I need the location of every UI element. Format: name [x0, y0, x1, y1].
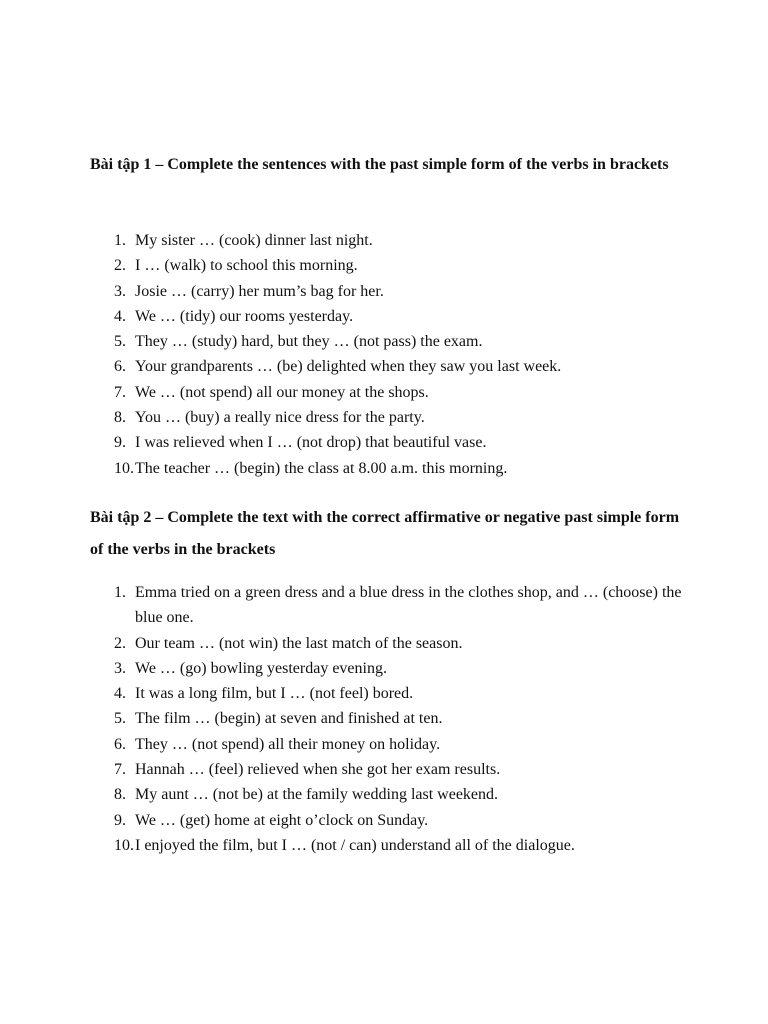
item-number: 4. — [114, 685, 126, 703]
item-text: They … (study) hard, but they … (not pass) the exam. — [135, 333, 483, 351]
item-number: 9. — [114, 434, 126, 452]
item-number: 7. — [114, 383, 126, 401]
list-item — [90, 808, 690, 833]
item-number: 5. — [114, 333, 126, 351]
list-item — [90, 329, 690, 354]
item-text: My sister … (cook) dinner last night. — [135, 232, 373, 249]
list-item — [90, 732, 690, 757]
item-number: 7. — [114, 761, 126, 779]
list-item — [90, 456, 690, 481]
exercise-1-heading: Bài tập 1 – Complete the sentences with the past simple form of the verbs in brackets — [90, 156, 669, 173]
item-number: 8. — [114, 786, 126, 804]
item-text: We … (not spend) all our money at the shops. — [135, 383, 429, 401]
list-item — [90, 782, 690, 807]
item-number: 3. — [114, 282, 126, 300]
item-number: 9. — [114, 811, 126, 829]
item-text: The teacher … (begin) the class at 8.00 a.m. this morning. — [135, 459, 508, 477]
item-text: Josie … (carry) her mum’s bag for her. — [135, 282, 384, 300]
list-item — [90, 757, 690, 782]
item-number: 5. — [114, 710, 126, 728]
item-text: Hannah … (feel) relieved when she got her exam results. — [135, 761, 501, 779]
list-item — [90, 430, 690, 455]
item-number: 6. — [114, 735, 126, 753]
item-number: 1. — [114, 584, 126, 601]
list-item — [90, 656, 690, 681]
list-item — [90, 354, 690, 379]
list-item — [90, 253, 690, 278]
exercise-2-heading: Bài tập 2 – Complete the text with the correct affirmative or negative past simple form of the verbs in the brackets — [90, 509, 680, 558]
item-text: We … (go) bowling yesterday evening. — [135, 659, 387, 677]
item-text: We … (tidy) our rooms yesterday. — [135, 307, 354, 325]
exercise-1-list — [90, 228, 690, 481]
list-item — [90, 380, 690, 405]
list-item — [90, 681, 690, 706]
item-text: The film … (begin) at seven and finished at ten. — [135, 710, 443, 728]
item-number: 10. — [114, 836, 134, 854]
item-text: It was a long film, but I … (not feel) bored. — [135, 685, 414, 703]
item-number: 1. — [114, 232, 126, 249]
item-number: 2. — [114, 634, 126, 652]
item-text: I … (walk) to school this morning. — [135, 257, 358, 275]
item-text: You … (buy) a really nice dress for the party. — [135, 409, 425, 427]
item-text: They … (not spend) all their money on holiday. — [135, 735, 441, 753]
list-item — [90, 304, 690, 329]
item-text: We … (get) home at eight o’clock on Sunday. — [135, 811, 429, 829]
list-item — [90, 580, 690, 631]
list-item — [90, 631, 690, 656]
item-number: 4. — [114, 307, 126, 325]
list-item — [90, 405, 690, 430]
exercise-2-list — [90, 580, 690, 858]
list-item — [90, 279, 690, 304]
item-text: Your grandparents … (be) delighted when they saw you last week. — [135, 358, 562, 376]
item-number: 2. — [114, 257, 126, 275]
item-number: 3. — [114, 659, 126, 677]
item-text: Our team … (not win) the last match of the season. — [135, 634, 463, 652]
item-number: 8. — [114, 409, 126, 427]
list-item — [90, 706, 690, 731]
item-text: I was relieved when I … (not drop) that beautiful vase. — [135, 434, 487, 452]
item-text: Emma tried on a green dress and a blue dress in the clothes shop, and … (choose) the blue one. — [135, 584, 682, 627]
list-item — [90, 228, 690, 253]
item-text: I enjoyed the film, but I … (not / can) understand all of the dialogue. — [135, 836, 575, 854]
list-item — [90, 833, 690, 858]
item-number: 6. — [114, 358, 126, 376]
item-text: My aunt … (not be) at the family wedding last weekend. — [135, 786, 499, 804]
item-number: 10. — [114, 459, 134, 477]
